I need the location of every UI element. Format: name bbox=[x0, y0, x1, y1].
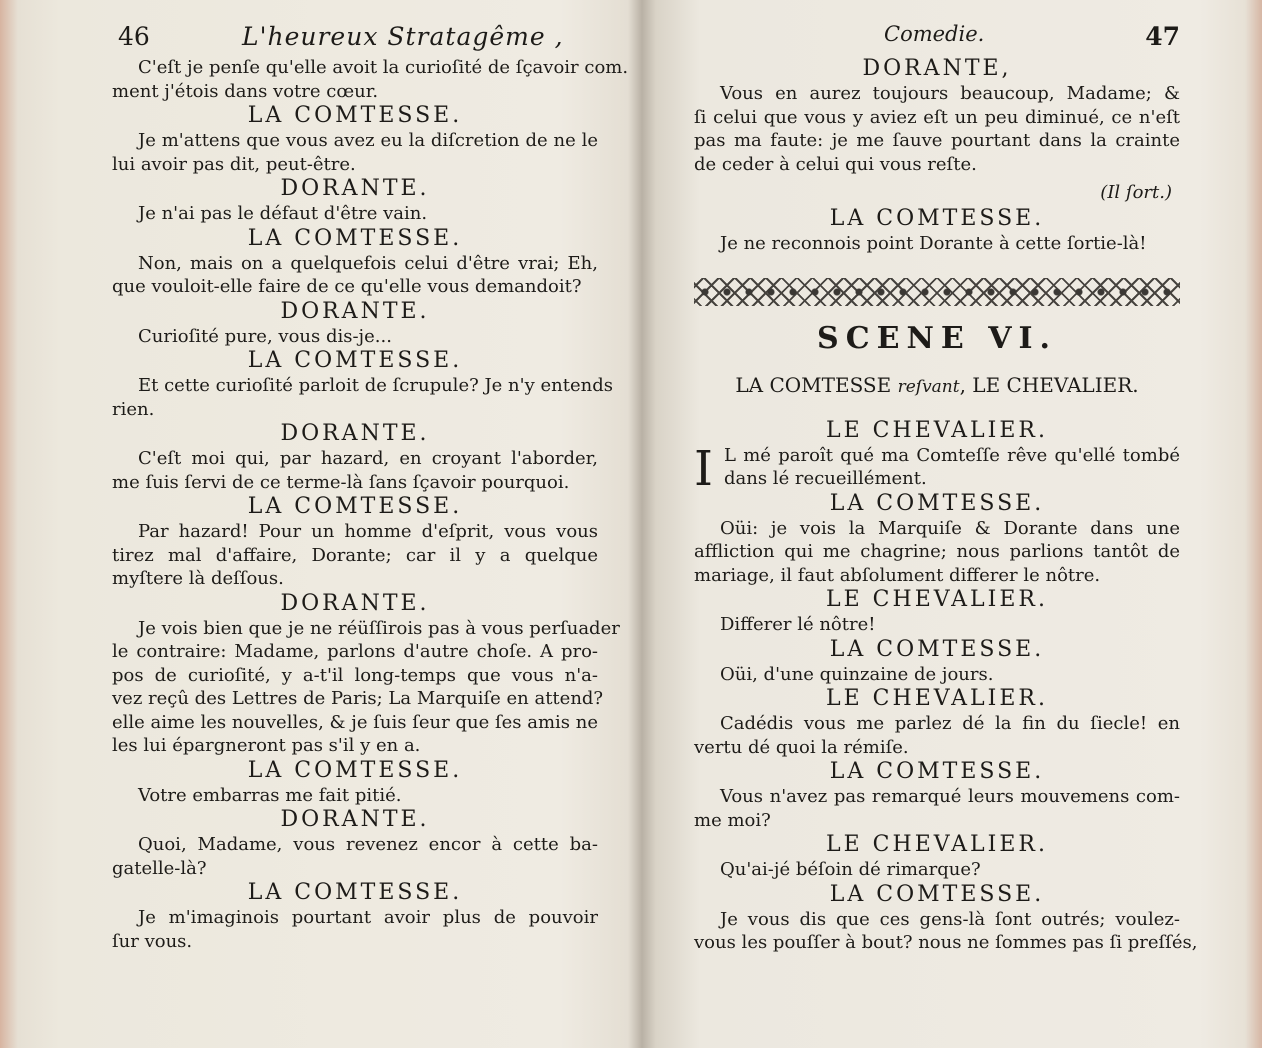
speaker-name: DORANTE. bbox=[280, 298, 430, 324]
text-line: gatelle-là? bbox=[112, 857, 207, 879]
text-line: Je vous dis que ces gens-là ſont outrés; voulez- bbox=[720, 908, 1180, 930]
speaker-name: LE CHEVALIER. bbox=[826, 417, 1048, 443]
text-line: pas ma faute: je me ſauve pourtant dans la crainte bbox=[694, 130, 1180, 151]
text-line: Cadédis vous me parlez dé la fin du ſiecle! en bbox=[720, 713, 1180, 734]
stage-direction-resvant: reſvant bbox=[897, 376, 960, 397]
text-line: tirez mal d'affaire, Dorante; car il y a quelque bbox=[112, 544, 598, 566]
text-line: Differer lé nôtre! bbox=[720, 614, 876, 635]
text-line: Vous en aurez toujours beaucoup, Madame; & bbox=[720, 83, 1180, 104]
right-page-body-bottom bbox=[694, 490, 1198, 955]
text-line: dans lé recueillément. bbox=[724, 468, 927, 489]
text-line: Je ne reconnois point Dorante à cette ſortie-là! bbox=[720, 233, 1147, 254]
page-number-left: 46 bbox=[118, 22, 150, 51]
text-line: vertu dé quoi la rémiſe. bbox=[694, 736, 909, 758]
dropcap-paragraph bbox=[694, 440, 1180, 497]
speaker-name: LA COMTESSE. bbox=[829, 206, 1045, 231]
speaker-name: DORANTE, bbox=[862, 56, 1012, 81]
speaker-name: LA COMTESSE. bbox=[829, 881, 1045, 907]
text-line: Par hazard! Pour un homme d'eſprit, vous vous bbox=[138, 521, 598, 542]
right-page bbox=[694, 22, 1198, 1028]
speaker-name: LA COMTESSE. bbox=[247, 880, 463, 905]
text-line: rien. bbox=[112, 398, 155, 420]
speaker-name: DORANTE. bbox=[280, 807, 430, 832]
text-line: de ceder à celui qui vous reſte. bbox=[694, 153, 977, 175]
scene-characters bbox=[694, 370, 1180, 402]
running-title-left: L'heureux Stratagême , bbox=[242, 22, 564, 51]
running-head-left bbox=[112, 22, 598, 56]
text-line: vous les pouſſer à bout? nous ne ſommes pas ſi preſſés, bbox=[694, 932, 1198, 953]
text-line: Curioſité pure, vous dis-je... bbox=[138, 325, 392, 347]
page-number-right: 47 bbox=[1145, 22, 1180, 51]
speaker-name: LA COMTESSE. bbox=[829, 636, 1045, 662]
running-head-right bbox=[694, 22, 1180, 56]
text-line: elle aime les nouvelles, & je ſuis ſeur que ſes amis ne bbox=[112, 711, 598, 733]
speaker-name: DORANTE. bbox=[280, 590, 430, 616]
text-line: Je vois bien que je ne réüſſirois pas à vous perſuader bbox=[138, 617, 620, 639]
text-line: le contraire: Madame, parlons d'autre choſe. A pro- bbox=[112, 641, 598, 662]
text-line: Oüi, d'une quinzaine de jours. bbox=[720, 663, 994, 685]
text-line: ſur vous. bbox=[112, 930, 193, 952]
running-title-right: Comedie. bbox=[884, 22, 985, 46]
dropcap-letter: I bbox=[694, 440, 713, 497]
text-line: vez reçû des Lettres de Paris; La Marquiſe en attend? bbox=[112, 688, 604, 709]
text-line: pos de curioſité, y a-t'il long-temps que vous n'a- bbox=[112, 664, 598, 686]
text-line: Votre embarras me fait pitié. bbox=[138, 784, 402, 806]
text-line: ſi celui que vous y aviez eſt un peu diminué, ce n'eſt bbox=[694, 106, 1180, 128]
speaker-name: DORANTE. bbox=[280, 176, 430, 201]
speaker-name: LA COMTESSE. bbox=[247, 348, 463, 373]
stage-direction: (Il ſort.) bbox=[1100, 182, 1172, 203]
text-line: que vouloit-elle faire de ce qu'elle vous demandoit? bbox=[112, 276, 582, 297]
speaker-name: LE CHEVALIER. bbox=[826, 686, 1048, 711]
speaker-name: LA COMTESSE. bbox=[829, 759, 1045, 784]
left-page-body bbox=[112, 56, 629, 953]
text-line: Et cette curioſité parloit de ſcrupule? Je n'y entends bbox=[138, 375, 613, 396]
speaker-name: LE CHEVALIER. bbox=[826, 587, 1048, 612]
text-line: lui avoir pas dit, peut-être. bbox=[112, 153, 356, 175]
speaker-name: LA COMTESSE. bbox=[247, 494, 463, 519]
right-page-body-top bbox=[694, 56, 1180, 256]
text-line: Oüi: je vois la Marquiſe & Dorante dans une bbox=[720, 517, 1180, 539]
text-line: C'eſt moi qui, par hazard, en croyant l'aborder, bbox=[138, 448, 598, 469]
text-line: Je n'ai pas le défaut d'être vain. bbox=[138, 203, 428, 224]
speaker-name: LA COMTESSE. bbox=[247, 757, 463, 783]
text-line: affliction qui me chagrine; nous parlions tantôt de bbox=[694, 541, 1180, 562]
text-line: me ſuis ſervi de ce terme-là ſans ſçavoir pourquoi. bbox=[112, 471, 570, 493]
text-line: les lui épargneront pas s'il y en a. bbox=[112, 735, 421, 756]
text-line: Vous n'avez pas remarqué leurs mouvemens com- bbox=[720, 786, 1180, 807]
speaker-name: LA COMTESSE. bbox=[247, 103, 463, 128]
text-line: Quoi, Madame, vous revenez encor à cette ba- bbox=[138, 834, 598, 855]
character-chevalier: , LE CHEVALIER. bbox=[959, 372, 1139, 397]
text-line: L mé paroît qué ma Comteſſe rêve qu'ellé tombé bbox=[724, 444, 1180, 466]
text-line: Je m'attens que vous avez eu la diſcretion de ne le bbox=[138, 130, 598, 151]
scene-title: SCENE VI. bbox=[817, 320, 1057, 356]
text-line: mariage, il faut abſolument differer le nôtre. bbox=[694, 564, 1101, 586]
speaker-name: LA COMTESSE. bbox=[247, 225, 463, 251]
speaker-name: LA COMTESSE. bbox=[829, 490, 1045, 516]
text-line: Non, mais on a quelquefois celui d'être vrai; Eh, bbox=[138, 252, 598, 274]
ornamental-border bbox=[694, 278, 1180, 306]
text-line: Je m'imaginois pourtant avoir plus de pouvoir bbox=[138, 907, 598, 928]
text-line: Qu'ai-jé béſoin dé rimarque? bbox=[720, 859, 981, 880]
text-line: me moi? bbox=[694, 809, 771, 831]
speaker-name: DORANTE. bbox=[280, 421, 430, 446]
character-comtesse: LA COMTESSE bbox=[735, 372, 892, 397]
left-page bbox=[112, 22, 629, 1028]
text-line: myſtere là deſſous. bbox=[112, 568, 284, 589]
text-line: C'eſt je penſe qu'elle avoit la curioſité de ſçavoir com. bbox=[138, 57, 629, 78]
speaker-name: LE CHEVALIER. bbox=[826, 832, 1048, 857]
text-line: ment j'étois dans votre cœur. bbox=[112, 80, 379, 102]
